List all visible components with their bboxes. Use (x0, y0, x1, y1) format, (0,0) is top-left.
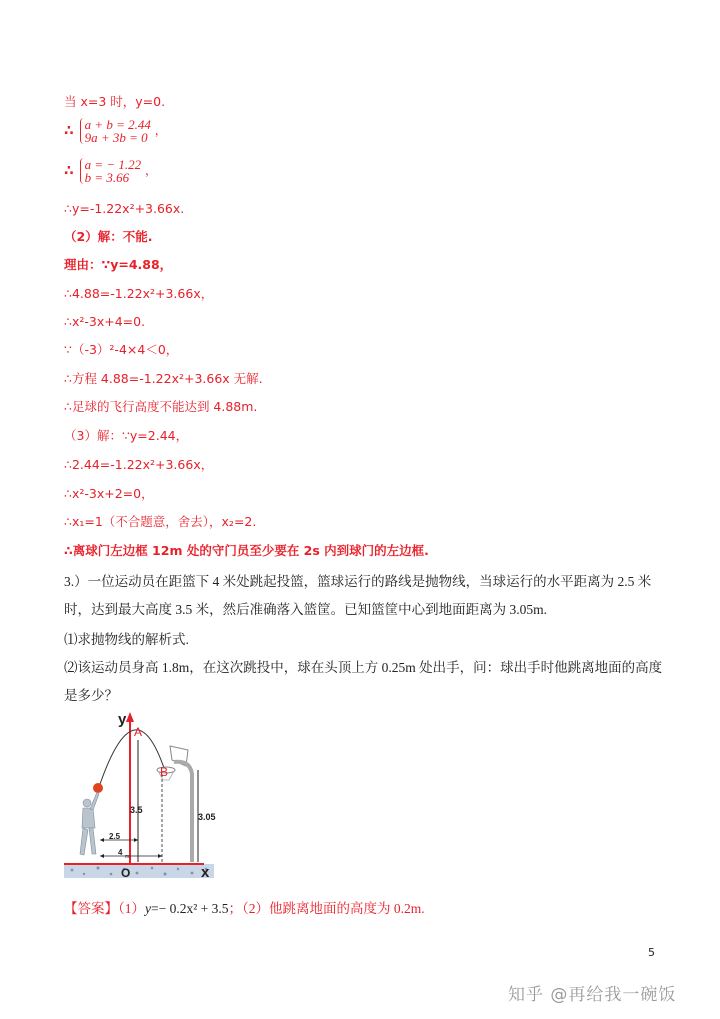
part2-line: ∴方程 4.88=-1.22x²+3.66x 无解. (64, 371, 263, 386)
equation-brace (80, 118, 151, 144)
equation-brace (80, 158, 142, 184)
answer-line (64, 897, 425, 917)
answer-formula-rhs: =− 0.2x² + 3.5 (151, 901, 229, 916)
part2-line: ∴4.88=-1.22x²+3.66x， (64, 286, 214, 301)
distance-4-unit: m (125, 854, 130, 860)
answer-formula-lhs: y (145, 901, 151, 916)
basketball (93, 783, 103, 793)
x-axis-label: x (201, 864, 210, 881)
distance-4-label: 4 (118, 848, 123, 857)
part2-line: ∵（-3）²-4×4＜0， (64, 342, 179, 357)
part3-heading: （3）解：∵y=2.44， (64, 428, 189, 443)
part2-line: ∴足球的飞行高度不能达到 4.88m. (64, 399, 258, 414)
part2-line: ∴x²-3x+4=0. (64, 314, 146, 329)
hoop-pole (174, 762, 192, 862)
page-number: 5 (648, 946, 655, 959)
reason-line: 理由：∵y=4.88， (64, 257, 173, 272)
height-3-5-label: 3.5 (130, 805, 143, 815)
distance-2-5-label: 2.5 (109, 832, 121, 841)
answer-part-2: （2）他跳离地面的高度为 0.2m. (242, 901, 425, 916)
player-figure (80, 792, 99, 855)
question-3-item-2: ⑵该运动员身高 1.8m，在这次跳投中，球在头顶上方 0.25m 处出手，问：球出手时他跳离地面的高度是多少？ (64, 660, 663, 703)
point-a-label: A (134, 725, 143, 739)
therefore-symbol: ∴ (64, 123, 74, 139)
equation: b = 3.66 (84, 170, 130, 185)
question-3-paragraph: 3.）一位运动员在距篮下 4 米处跳起投篮，篮球运行的路线是抛物线，当球运行的水平距离为 2.5 米时，达到最大高度 3.5 米，然后准确落入篮筐。已知篮筐中心到地面距离为 3.05m. (64, 574, 652, 617)
part3-line: ∴2.44=-1.22x²+3.66x， (64, 457, 214, 472)
punctuation: ， (144, 163, 157, 178)
equation: a = − 1.22 (84, 157, 142, 172)
answer-tag: 【答案】 (64, 901, 118, 916)
point-b-label: B (160, 765, 169, 779)
y-axis-label: y (118, 711, 127, 728)
punctuation: ， (154, 123, 167, 138)
question-3-item-1: ⑴求抛物线的解析式. (64, 632, 189, 647)
answer-part-1-label: （1） (118, 901, 145, 916)
solution-line-1: 当 x=3 时，y=0. (64, 94, 166, 109)
equation-system-1 (64, 118, 167, 144)
height-3-05-label: 3.05 (198, 812, 216, 822)
watermark: 知乎 @再给我一碗饭 (508, 985, 677, 1005)
equation-system-2 (64, 158, 157, 184)
part2-heading: （2）解：不能. (64, 229, 153, 244)
basketball-diagram (64, 706, 228, 886)
origin-label: O (121, 866, 131, 880)
answer-separator: ； (228, 901, 243, 916)
equation: a + b = 2.44 (84, 117, 151, 132)
part3-line: ∴x²-3x+2=0， (64, 486, 154, 501)
y-axis-arrow (126, 712, 134, 722)
therefore-symbol: ∴ (64, 163, 74, 179)
ground (64, 864, 214, 878)
solution-line-y: ∴y=-1.22x²+3.66x. (64, 201, 185, 216)
part3-conclusion: ∴离球门左边框 12m 处的守门员至少要在 2s 内到球门的左边框. (64, 543, 429, 558)
part3-line: ∴x₁=1（不合题意，舍去），x₂=2. (64, 514, 257, 529)
equation: 9a + 3b = 0 (84, 130, 148, 145)
